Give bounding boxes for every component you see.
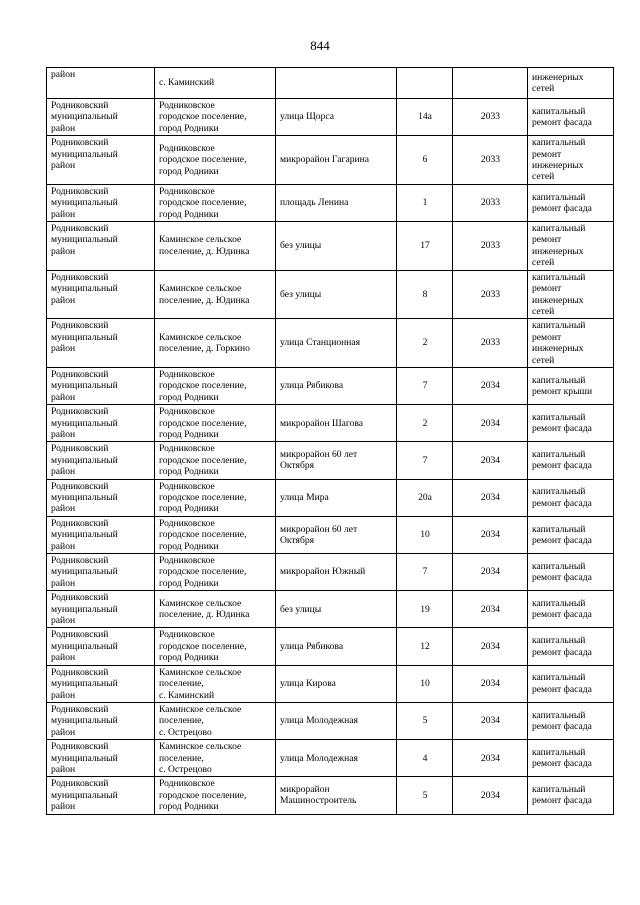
- cell-street: микрорайон Южный: [276, 554, 397, 591]
- table-row: [47, 777, 614, 814]
- cell-year: 2034: [453, 367, 528, 404]
- cell-work-type: капитальный ремонт фасада: [528, 99, 614, 136]
- table-row: [47, 740, 614, 777]
- cell-settlement: Каминское сельское поселение, д. Юдинка: [155, 591, 276, 628]
- cell-street: улица Станционная: [276, 319, 397, 368]
- cell-year: 2034: [453, 479, 528, 516]
- cell-district: Родниковский муниципальный район: [47, 591, 155, 628]
- cell-street: микрорайон Машиностроитель: [276, 777, 397, 814]
- cell-district: Родниковский муниципальный район: [47, 270, 155, 319]
- table-row: [47, 184, 614, 221]
- cell-settlement: Родниковское городское поселение, город Родники: [155, 405, 276, 442]
- table-row: [47, 405, 614, 442]
- cell-work-type: капитальный ремонт инженерных сетей: [528, 222, 614, 271]
- table-row: [47, 628, 614, 665]
- cell-house-number: 10: [397, 665, 453, 702]
- cell-year: 2034: [453, 442, 528, 479]
- cell-work-type: капитальный ремонт фасада: [528, 740, 614, 777]
- cell-house-number: 7: [397, 442, 453, 479]
- cell-settlement: Родниковское городское поселение, город Родники: [155, 628, 276, 665]
- cell-street: улица Рябикова: [276, 367, 397, 404]
- cell-settlement: Каминское сельское поселение, д. Юдинка: [155, 222, 276, 271]
- cell-settlement: Родниковское городское поселение, город Родники: [155, 367, 276, 404]
- cell-settlement: Родниковское городское поселение, город Родники: [155, 184, 276, 221]
- cell-work-type: капитальный ремонт фасада: [528, 554, 614, 591]
- cell-settlement: Родниковское городское поселение, город Родники: [155, 554, 276, 591]
- cell-work-type: капитальный ремонт инженерных сетей: [528, 136, 614, 185]
- table-row: [47, 270, 614, 319]
- cell-year: 2034: [453, 740, 528, 777]
- cell-work-type: капитальный ремонт инженерных сетей: [528, 270, 614, 319]
- cell-house-number: 2: [397, 319, 453, 368]
- cell-settlement: Каминское сельское поселение, с. Острецово: [155, 740, 276, 777]
- cell-work-type: капитальный ремонт фасада: [528, 777, 614, 814]
- cell-year: [453, 68, 528, 99]
- cell-district: Родниковский муниципальный район: [47, 184, 155, 221]
- cell-year: 2034: [453, 702, 528, 739]
- cell-street: [276, 68, 397, 99]
- table-row: [47, 367, 614, 404]
- cell-street: улица Щорса: [276, 99, 397, 136]
- cell-work-type: капитальный ремонт фасада: [528, 665, 614, 702]
- table-row: [47, 99, 614, 136]
- cell-settlement: с. Каминский: [155, 68, 276, 99]
- cell-work-type: капитальный ремонт фасада: [528, 516, 614, 553]
- cell-district: Родниковский муниципальный район: [47, 136, 155, 185]
- cell-settlement: Родниковское городское поселение, город Родники: [155, 777, 276, 814]
- cell-house-number: 17: [397, 222, 453, 271]
- cell-work-type: капитальный ремонт фасада: [528, 479, 614, 516]
- cell-year: 2033: [453, 99, 528, 136]
- cell-district: Родниковский муниципальный район: [47, 99, 155, 136]
- cell-year: 2034: [453, 554, 528, 591]
- cell-settlement: Каминское сельское поселение, д. Юдинка: [155, 270, 276, 319]
- table-row: [47, 479, 614, 516]
- cell-house-number: 8: [397, 270, 453, 319]
- page-number: 844: [310, 38, 330, 53]
- cell-district: Родниковский муниципальный район: [47, 479, 155, 516]
- cell-year: 2033: [453, 222, 528, 271]
- cell-district: Родниковский муниципальный район: [47, 516, 155, 553]
- cell-settlement: Каминское сельское поселение, с. Острецово: [155, 702, 276, 739]
- table-row: [47, 702, 614, 739]
- cell-house-number: [397, 68, 453, 99]
- cell-street: улица Кирова: [276, 665, 397, 702]
- table-row: [47, 516, 614, 553]
- cell-house-number: 5: [397, 777, 453, 814]
- cell-year: 2033: [453, 184, 528, 221]
- cell-house-number: 2: [397, 405, 453, 442]
- cell-settlement: Каминское сельское поселение, с. Каминский: [155, 665, 276, 702]
- cell-street: улица Рябикова: [276, 628, 397, 665]
- cell-work-type: капитальный ремонт фасада: [528, 405, 614, 442]
- cell-house-number: 6: [397, 136, 453, 185]
- cell-year: 2034: [453, 591, 528, 628]
- cell-street: микрорайон 60 лет Октября: [276, 442, 397, 479]
- cell-year: 2033: [453, 136, 528, 185]
- cell-house-number: 7: [397, 554, 453, 591]
- table-row: [47, 665, 614, 702]
- cell-district: Родниковский муниципальный район: [47, 777, 155, 814]
- cell-district: Родниковский муниципальный район: [47, 702, 155, 739]
- cell-district: Родниковский муниципальный район: [47, 319, 155, 368]
- cell-street: микрорайон 60 лет Октября: [276, 516, 397, 553]
- cell-year: 2034: [453, 777, 528, 814]
- table-row: [47, 136, 614, 185]
- cell-settlement: Родниковское городское поселение, город Родники: [155, 479, 276, 516]
- cell-settlement: Каминское сельское поселение, д. Горкино: [155, 319, 276, 368]
- cell-year: 2034: [453, 665, 528, 702]
- cell-year: 2034: [453, 405, 528, 442]
- cell-district: Родниковский муниципальный район: [47, 554, 155, 591]
- cell-district: Родниковский муниципальный район: [47, 665, 155, 702]
- cell-work-type: инженерных сетей: [528, 68, 614, 99]
- cell-district: Родниковский муниципальный район: [47, 405, 155, 442]
- cell-year: 2033: [453, 319, 528, 368]
- cell-settlement: Родниковское городское поселение, город Родники: [155, 136, 276, 185]
- table-row: [47, 554, 614, 591]
- cell-district: Родниковский муниципальный район: [47, 740, 155, 777]
- cell-house-number: 4: [397, 740, 453, 777]
- cell-house-number: 10: [397, 516, 453, 553]
- cell-street: без улицы: [276, 591, 397, 628]
- cell-street: площадь Ленина: [276, 184, 397, 221]
- cell-year: 2034: [453, 628, 528, 665]
- cell-year: 2033: [453, 270, 528, 319]
- cell-house-number: 14а: [397, 99, 453, 136]
- cell-house-number: 12: [397, 628, 453, 665]
- cell-settlement: Родниковское городское поселение, город Родники: [155, 442, 276, 479]
- cell-district: Родниковский муниципальный район: [47, 222, 155, 271]
- table-body: [47, 68, 614, 815]
- cell-work-type: капитальный ремонт фасада: [528, 442, 614, 479]
- cell-work-type: капитальный ремонт фасада: [528, 628, 614, 665]
- cell-street: микрорайон Шагова: [276, 405, 397, 442]
- cell-year: 2034: [453, 516, 528, 553]
- cell-street: микрорайон Гагарина: [276, 136, 397, 185]
- cell-street: улица Мира: [276, 479, 397, 516]
- cell-work-type: капитальный ремонт инженерных сетей: [528, 319, 614, 368]
- cell-street: без улицы: [276, 222, 397, 271]
- cell-work-type: капитальный ремонт фасада: [528, 184, 614, 221]
- cell-work-type: капитальный ремонт фасада: [528, 702, 614, 739]
- cell-work-type: капитальный ремонт фасада: [528, 591, 614, 628]
- cell-settlement: Родниковское городское поселение, город Родники: [155, 516, 276, 553]
- cell-house-number: 1: [397, 184, 453, 221]
- cell-district: Родниковский муниципальный район: [47, 367, 155, 404]
- cell-house-number: 5: [397, 702, 453, 739]
- cell-street: улица Молодежная: [276, 740, 397, 777]
- table-row: [47, 442, 614, 479]
- table-row: [47, 222, 614, 271]
- cell-district: Родниковский муниципальный район: [47, 442, 155, 479]
- table-row: [47, 68, 614, 99]
- cell-house-number: 19: [397, 591, 453, 628]
- table-row: [47, 591, 614, 628]
- cell-work-type: капитальный ремонт крыши: [528, 367, 614, 404]
- cell-district: Родниковский муниципальный район: [47, 628, 155, 665]
- cell-district: район: [47, 68, 155, 99]
- cell-house-number: 20а: [397, 479, 453, 516]
- cell-street: улица Молодежная: [276, 702, 397, 739]
- table-row: [47, 319, 614, 368]
- cell-house-number: 7: [397, 367, 453, 404]
- housing-repair-table: [46, 67, 614, 815]
- cell-settlement: Родниковское городское поселение, город Родники: [155, 99, 276, 136]
- cell-street: без улицы: [276, 270, 397, 319]
